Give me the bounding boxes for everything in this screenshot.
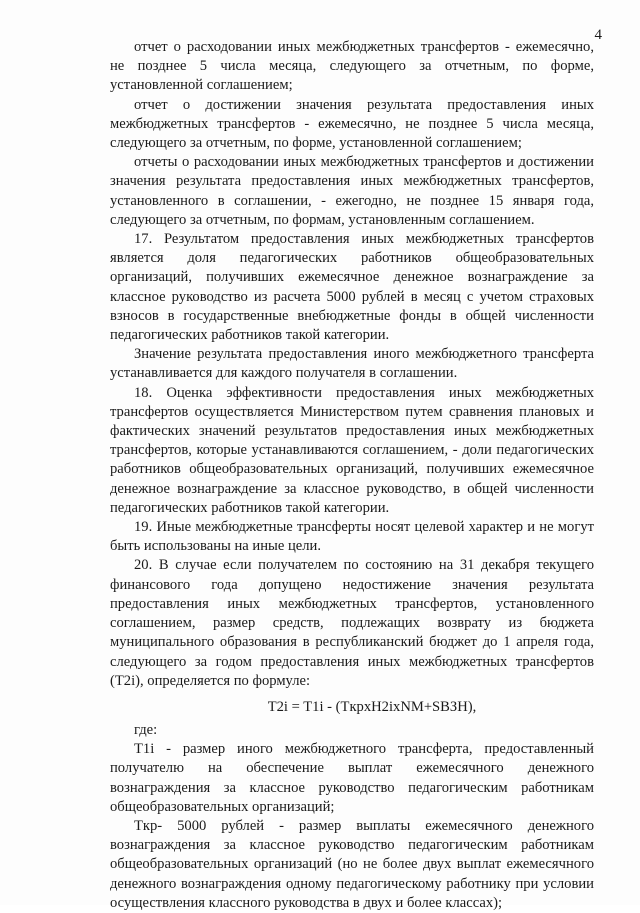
formula: T2i = T1i - (TкрxH2ixNM+SВЗН), <box>267 698 477 715</box>
document-body <box>110 38 594 913</box>
page-number: 4 <box>594 27 602 43</box>
paragraph-report-expenditure: отчет о расходовании иных межбюджетных трансфертов - ежемесячно, не позднее 5 числа месяца, следующего за отчетным, по форме, установленной соглашением; <box>110 39 594 94</box>
definition-tkr: Tкр- 5000 рублей - размер выплаты ежемесячного денежного вознаграждения за классное руководство педагогическим работникам общеобразовательных организаций (но не более двух выплат ежемесячного денежного вознаграждения одному педагогическому работнику при условии осуществления классного руководства в двух и более классах); <box>110 817 594 911</box>
paragraph-20: 20. В случае если получателем по состоянию на 31 декабря текущего финансового года допущено недостижение значения результата предоставления иных межбюджетных трансфертов, установленного соглашением, размер средств, подлежащих возврату из бюджета муниципального образования в республиканский бюджет до 1 апреля года, следующего за годом предоставления иных межбюджетных трансфертов (T2i), определяется по формуле: <box>110 557 594 689</box>
paragraph-annual-reports: отчеты о расходовании иных межбюджетных трансфертов и достижении значения результата предоставления иных межбюджетных трансфертов, установленного в соглашении, - ежегодно, не позднее 15 января года, следующего за отчетным, по формам, установленным соглашением. <box>110 154 594 228</box>
paragraph-result-value: Значение результата предоставления иного межбюджетного трансферта устанавливается для каждого получателя в соглашении. <box>110 346 594 382</box>
where-label: где: <box>134 721 158 738</box>
paragraph-19: 19. Иные межбюджетные трансферты носят целевой характер и не могут быть использованы на иные цели. <box>110 519 594 555</box>
paragraph-18: 18. Оценка эффективности предоставления иных межбюджетных трансфертов осуществляется Министерством путем сравнения плановых и фактических значений результатов предоставления иных межбюджетных трансфертов, которые устанавливаются соглашением, - доли педагогических работников общеобразовательных организаций, получивших ежемесячное денежное вознаграждение за классное руководство, в общей численности педагогических работников такой категории. <box>110 384 594 516</box>
paragraph-report-result: отчет о достижении значения результата предоставления иных межбюджетных трансфертов - ежемесячно, не позднее 5 числа месяца, следующего за отчетным, по форме, установленной соглашением; <box>110 96 594 152</box>
paragraph-17: 17. Результатом предоставления иных межбюджетных трансфертов является доля педагогических работников общеобразовательных организаций, получивших ежемесячное денежное вознаграждение за классное руководство из расчета 5000 рублей в месяц с учетом страховых взносов в государственные внебюджетные фонды в общей численности педагогических работников такой категории. <box>110 231 594 344</box>
definition-t1i: T1i - размер иного межбюджетного трансферта, предоставленный получателю на обеспечение выплат ежемесячного денежного вознаграждения за классное руководство педагогическим работникам общеобразовательных организаций; <box>110 741 594 815</box>
